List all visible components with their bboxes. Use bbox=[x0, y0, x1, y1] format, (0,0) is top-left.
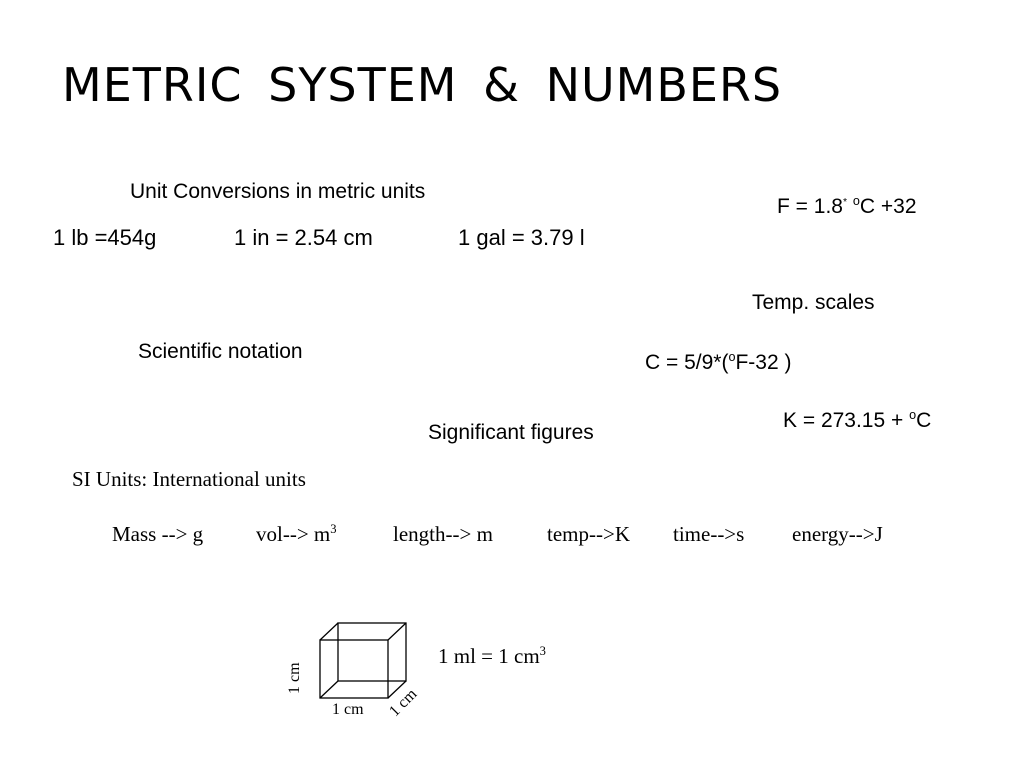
celsius-formula: C = 5/9*($^o$F-32 ) bbox=[645, 350, 792, 374]
cube-back-face bbox=[338, 623, 406, 681]
si-length: length--> m bbox=[393, 522, 493, 546]
temp-scales-label: Temp. scales bbox=[752, 291, 875, 314]
conversion-lb: 1 lb =454g bbox=[53, 225, 157, 250]
ml-equation: 1 ml = 1 $cm^3$ bbox=[438, 644, 546, 668]
cube-diagram bbox=[316, 618, 416, 702]
si-temp: temp-->K bbox=[547, 522, 630, 546]
cube-front-face bbox=[320, 640, 388, 698]
fahrenheit-formula: F = 1.8* $^o$C +32 bbox=[777, 194, 917, 218]
conversion-gal: 1 gal = 3.79 l bbox=[458, 225, 585, 250]
slide-title: METRIC SYSTEM & NUMBERS bbox=[62, 58, 783, 112]
si-units-heading: SI Units: International units bbox=[72, 467, 306, 491]
significant-figures-label: Significant figures bbox=[428, 421, 594, 444]
si-mass: Mass --> g bbox=[112, 522, 204, 546]
conversion-in: 1 in = 2.54 cm bbox=[234, 225, 373, 250]
kelvin-formula: K = 273.15 + $^o$C bbox=[783, 408, 932, 432]
si-time: time-->s bbox=[673, 522, 745, 546]
cube-side-bottom-label: 1 cm bbox=[332, 701, 364, 718]
cube-side-left-label: 1 cm bbox=[286, 662, 303, 694]
cube-side-depth-label: 1 cm bbox=[386, 685, 421, 721]
conversions-heading: Unit Conversions in metric units bbox=[130, 180, 426, 203]
si-volume: $vol--> m^3$ bbox=[256, 522, 337, 546]
si-energy: energy-->J bbox=[792, 522, 883, 546]
scientific-notation-label: Scientific notation bbox=[138, 340, 303, 363]
